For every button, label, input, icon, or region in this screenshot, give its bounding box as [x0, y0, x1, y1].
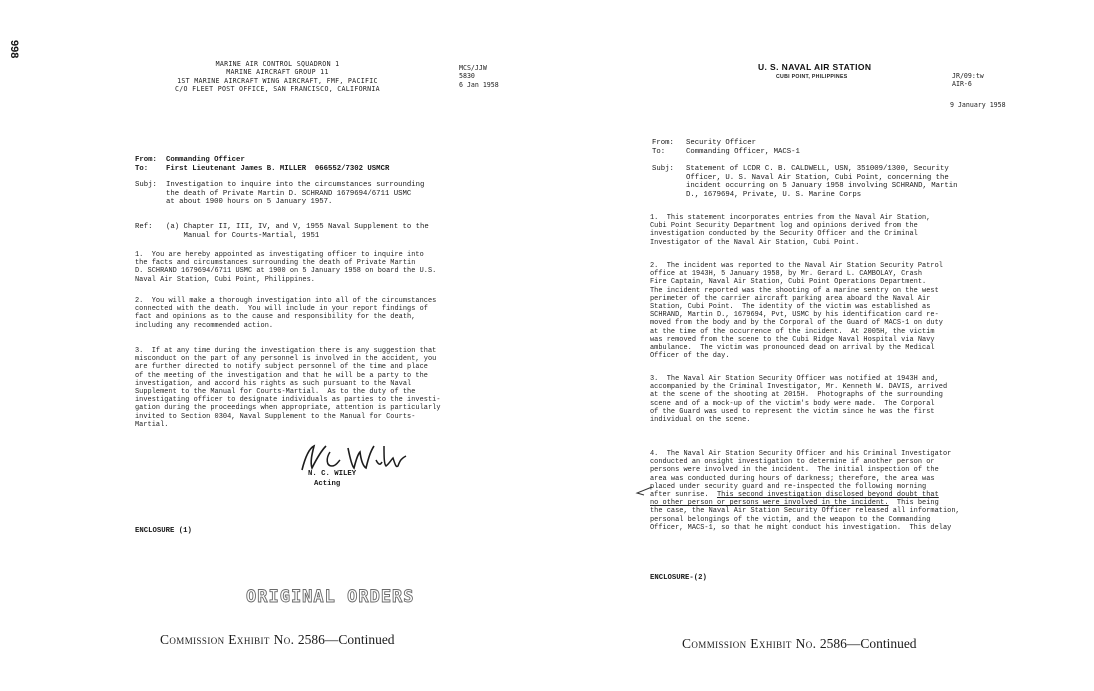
right-enclosure: ENCLOSURE-(2) — [650, 574, 707, 582]
right-paragraph-2: 2. The incident was reported to the Naval Air Station Security Patrol office at 1943H, 5 January 1958, by Mr. Gerard L. CAMBOLAY, Crash Fire Captain, Naval Air Station, Cubi Point Operations Department. The incident reported was the shooting of a marine sentry on the west perimeter of the carrier aircraft parking area aboard the Naval Air Station, Cubi Point. The identity of the victim was established as SCHRAND, Martin D., 1679694, Pvt, USMC by his identification card re- moved from the body and by the Corporal of the Guard of MACS-1 on duty at the time of the occurrence of the incident. At 2005H, the victim was removed from the scene to the Cubi Ridge Naval Hospital via Navy ambulance. The victim was pronounced dead on arrival by the Medical Officer of the day. — [650, 262, 943, 361]
page-number: 998 — [8, 40, 20, 59]
right-caption-suffix: —Continued — [846, 636, 917, 651]
left-paragraph-2: 2. You will make a thorough investigation into all of the circumstances connected with the death. You will include in your report findings of fact and opinions as to the cause and responsibility for the death, including any recommended action. — [135, 297, 437, 330]
left-paragraph-3: 3. If at any time during the investigation there is any suggestion that misconduct on the part of any personnel is involved in the accident, you are further directed to notify subject personnel of the time and place of the meeting of the investigation and that he will be a party to the investigation, and accord his rights as such pursuant to the Naval Supplement to the Manual for Courts-Martial. As to the duty of the investigating officer to designate individuals as parties to the investi- gation during the proceedings when appropriate, attention is particularly invited to Section 0304, Naval Supplement to the Manual for Courts- Martial. — [135, 347, 441, 429]
right-paragraph-3: 3. The Naval Air Station Security Officer was notified at 1943H and, accompanied by the Criminal Investigator, Mr. Kenneth W. DAVIS, arrived at the scene of the shooting at 2015H. Photographs of the surrounding scene and of a mock-up of the victim's body were made. The Corporal of the Guard was used to represent the victim since he was the first individual on the scene. — [650, 375, 948, 425]
left-from-label: From: — [135, 156, 157, 164]
right-date: 9 January 1958 — [950, 101, 1006, 109]
left-caption-prefix: Commission Exhibit No. — [160, 632, 295, 647]
right-from-value: Security Officer — [686, 139, 757, 147]
right-caption-prefix: Commission Exhibit No. — [682, 636, 817, 651]
right-subject-value: Statement of LCDR C. B. CALDWELL, USN, 351009/1300, Security Officer, U. S. Naval Air Station, Cubi Point, concerning the incident occurring on 5 January 1958 involving SCHRAND, Martin D., 1679694, Private, U. S. Marine Corps — [686, 165, 958, 199]
right-document — [640, 50, 1060, 610]
left-subject-label: Subj: — [135, 181, 157, 189]
left-signer-title: Acting — [314, 480, 341, 488]
left-reference-stamp: MCS/JJW 5830 6 Jan 1958 — [459, 64, 499, 89]
left-to-label: To: — [135, 165, 149, 173]
right-caption-number: 2586 — [819, 636, 847, 651]
right-heading: U. S. NAVAL AIR STATION — [758, 62, 872, 72]
left-signer-name: N. C. WILEY — [308, 470, 357, 478]
right-reference-stamp: JR/09:tw AIR-6 — [952, 72, 984, 89]
right-paragraph-4-underlined-1: This second investigation disclosed beyond doubt that — [716, 491, 939, 500]
right-paragraph-4-part-a: 4. The Naval Air Station Security Officer and his Criminal Investigator conducted an onsight investigation to determine if another person or persons were involved in the incident. The initial inspection of the area was conducted during hours of darkness; therefore, the area was placed under security guard and re-inspected the following morning after sunrise. — [650, 450, 952, 500]
left-reference-label: Ref: — [135, 223, 153, 231]
left-letterhead: MARINE AIR CONTROL SQUADRON 1 MARINE AIRCRAFT GROUP 11 1ST MARINE AIRCRAFT WING AIRCRAFT, FMF, PACIFIC C/O FLEET POST OFFICE, SAN FRANCISCO, CALIFORNIA — [175, 60, 380, 94]
left-enclosure: ENCLOSURE (1) — [135, 527, 192, 535]
right-paragraph-4-part-b: This being the case, the Naval Air Station Security Officer released all information, personal belongings of the victim, and the weapon to the Commanding Officer, MACS-1, so that he might conduct his investigation. This delay — [650, 499, 960, 532]
right-subheading: CUBI POINT, PHILIPPINES — [776, 74, 848, 80]
right-paragraph-4 — [650, 450, 960, 532]
right-paragraph-1: 1. This statement incorporates entries from the Naval Air Station, Cubi Point Security Department log and opinions derived from the investigation conducted by the Security Officer and the Criminal Investigator of the Naval Air Station, Cubi Point. — [650, 214, 931, 247]
right-subject-label: Subj: — [652, 165, 674, 173]
original-orders-stamp: ORIGINAL ORDERS — [246, 587, 415, 607]
right-caption — [682, 636, 917, 652]
right-paragraph-4-underlined-2: no other person or persons were involved in the incident. — [650, 499, 889, 508]
left-subject-value: Investigation to inquire into the circumstances surrounding the death of Private Martin D. SCHRAND 1679694/6711 USMC at about 1900 hours on 5 January 1957. — [166, 181, 425, 207]
left-document — [120, 50, 520, 610]
left-from-value: Commanding Officer — [166, 156, 245, 164]
left-caption-suffix: —Continued — [324, 632, 395, 647]
right-to-value: Commanding Officer, MACS-1 — [686, 148, 800, 156]
left-reference-value: (a) Chapter II, III, IV, and V, 1955 Naval Supplement to the Manual for Courts-Martial, 1951 — [166, 223, 429, 240]
right-from-label: From: — [652, 139, 674, 147]
left-caption-number: 2586 — [297, 632, 325, 647]
left-to-value: First Lieutenant James B. MILLER 066552/7302 USMCR — [166, 165, 390, 173]
right-to-label: To: — [652, 148, 666, 156]
margin-arrow-mark — [634, 484, 654, 498]
left-caption — [160, 632, 395, 648]
left-paragraph-1: 1. You are hereby appointed as investigating officer to inquire into the facts and circumstances surrounding the death of Private Martin D. SCHRAND 1679694/6711 USMC at 1900 on 5 January 1958 on board the U.S. Naval Air Station, Cubi Point, Philippines. — [135, 251, 437, 284]
